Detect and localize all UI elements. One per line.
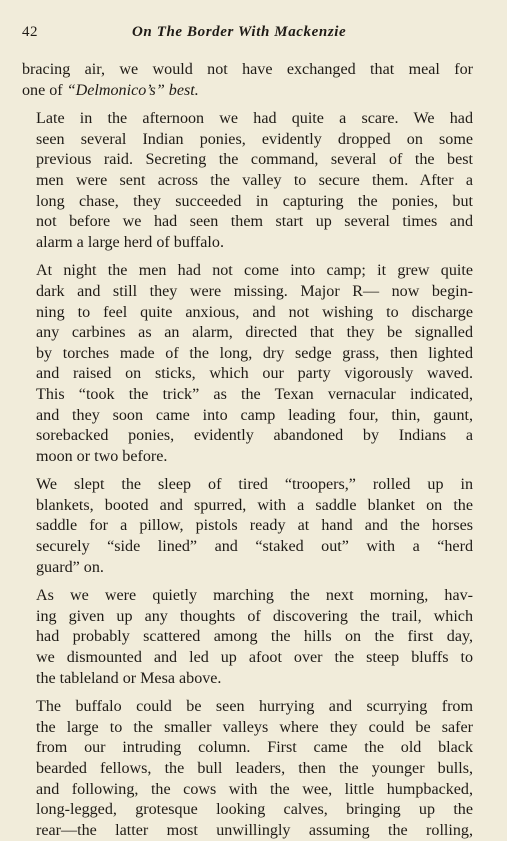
text-line: guard” on. <box>36 558 104 576</box>
text-line: Late in the afternoon we had quite a scare. We had <box>36 110 473 128</box>
text-fragment: one of “Delmonico’s” best. <box>22 81 199 99</box>
text-line: had probably scattered among the hills on the first day, <box>36 628 473 646</box>
paragraph-4 <box>22 475 473 578</box>
text-line: saddle for a pillow, pistols ready at hand and the horses <box>36 517 473 535</box>
paragraph-6 <box>22 697 473 841</box>
text-line: and following, the cows with the wee, little humpbacked, <box>36 780 473 798</box>
text-line: the tableland or Mesa above. <box>36 669 222 687</box>
text-line: As we were quietly marching the next morning, hav- <box>36 587 473 605</box>
running-header <box>22 24 473 44</box>
body-text <box>22 60 473 841</box>
text-line: alarm a large herd of buffalo. <box>36 233 224 251</box>
text-line: the large to the smaller valleys where they could be safer <box>36 718 473 736</box>
text-line: This “took the trick” as the Texan vernacular indicated, <box>36 385 473 403</box>
text-line: not before we had seen them start up several times and <box>36 213 473 231</box>
text-line: any carbines as an alarm, directed that they be signalled <box>36 324 473 342</box>
text-line: long-legged, grotesque looking calves, bringing up the <box>36 801 473 819</box>
running-title: On The Border With Mackenzie <box>132 24 347 40</box>
text-line: and they soon came into camp leading four, thin, gaunt, <box>36 406 473 424</box>
text-line: rear—the latter most unwillingly assuming the rolling, <box>36 821 473 839</box>
text-line: and raised on sticks, which our party vigorously waved. <box>36 365 473 383</box>
text-line: At night the men had not come into camp; it grew quite <box>36 262 473 280</box>
text-line: bearded fellows, the bull leaders, then the younger bulls, <box>36 760 473 777</box>
paragraph-5 <box>22 586 473 689</box>
text-line: seen several Indian ponies, evidently dropped on some <box>36 130 473 148</box>
text-line: we dismounted and led up afoot over the steep bluffs to <box>36 649 473 667</box>
text-line: long chase, they succeeded in capturing the ponies, but <box>36 192 473 210</box>
text-line: ning to feel quite anxious, and not wishing to discharge <box>36 303 473 321</box>
text-line: by torches made of the long, dry sedge grass, then lighted <box>36 344 473 362</box>
text-line: previous raid. Secreting the command, several of the best <box>36 151 473 169</box>
text-line: ing given up any thoughts of discovering the trail, which <box>36 607 473 625</box>
italic-text: “Delmonico’s” best. <box>66 81 199 99</box>
paragraph-3 <box>22 261 473 467</box>
paragraph-2 <box>22 109 473 253</box>
text-line: blankets, booted and spurred, with a saddle blanket on the <box>36 496 473 514</box>
text-line: men were sent across the valley to secure them. After a <box>36 171 473 189</box>
paragraph-1 <box>22 60 473 101</box>
text-line: bracing air, we would not have exchanged that meal for <box>22 61 473 78</box>
text-line: We slept the sleep of tired “troopers,” rolled up in <box>36 476 473 494</box>
text-line: moon or two before. <box>36 447 168 465</box>
text-line: from our intruding column. First came the old black <box>36 739 473 757</box>
page-number: 42 <box>22 24 38 40</box>
text-line: sorebacked ponies, evidently abandoned by Indians a <box>36 427 473 445</box>
text-line: dark and still they were missing. Major R— now begin- <box>36 282 473 300</box>
text-line: The buffalo could be seen hurrying and scurrying from <box>36 698 473 716</box>
text-line: securely “side lined” and “staked out” with a “herd <box>36 538 473 556</box>
text-line-with-italic <box>22 81 473 102</box>
